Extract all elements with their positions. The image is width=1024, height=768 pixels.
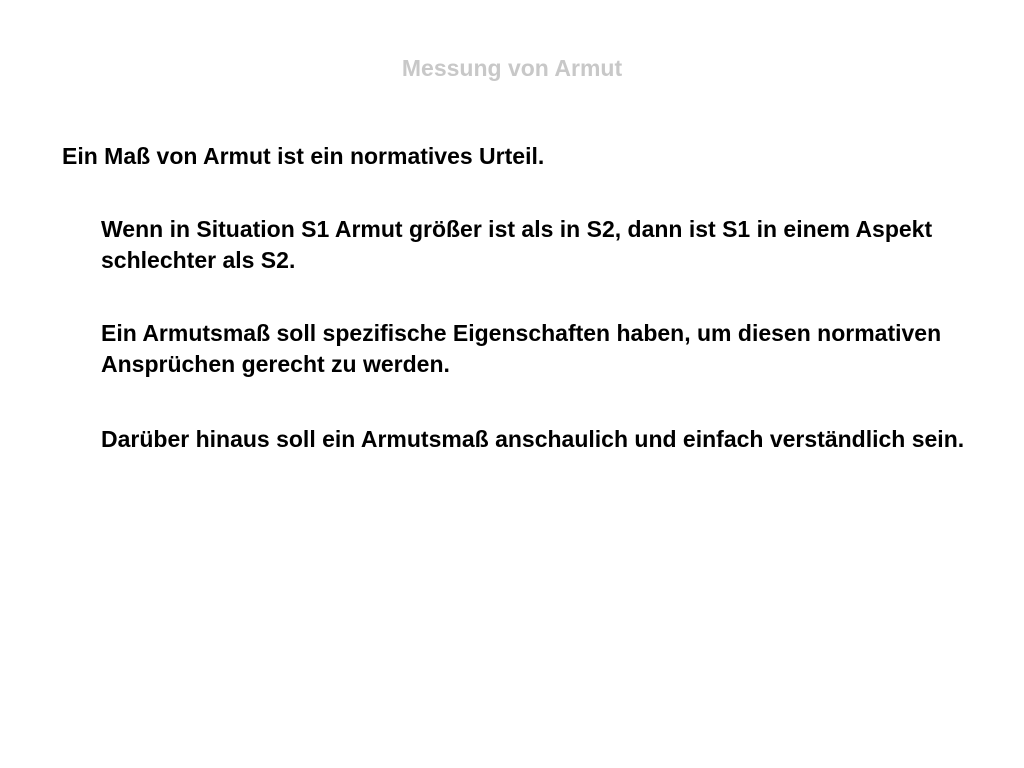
paragraph-1: Wenn in Situation S1 Armut größer ist als in S2, dann ist S1 in einem Aspekt schlechter als S2. [101, 216, 933, 273]
lead-statement: Ein Maß von Armut ist ein normatives Urteil. [62, 143, 545, 169]
paragraph-3: Darüber hinaus soll ein Armutsmaß anschaulich und einfach verständlich sein. [101, 426, 965, 452]
slide-title: Messung von Armut [401, 55, 623, 81]
paragraph-2: Ein Armutsmaß soll spezifische Eigenschaften haben, um diesen normativen Ansprüchen gerecht zu werden. [101, 320, 942, 377]
